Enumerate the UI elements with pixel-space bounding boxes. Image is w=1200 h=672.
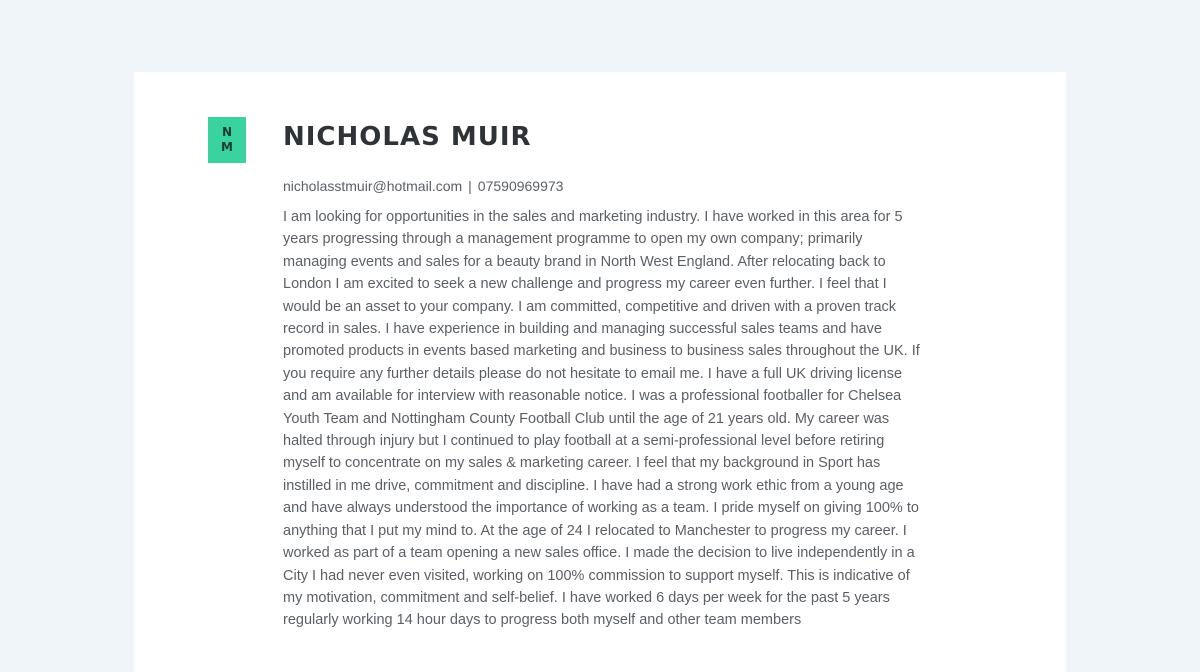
contact-line bbox=[283, 178, 563, 194]
profile-summary: I am looking for opportunities in the sales and marketing industry. I have worked in this area for 5 years progressing through a management programme to open my own company; primarily managing events and sales for a beauty brand in North West England. After relocating back to London I am excited to seek a new challenge and progress my career even further. I feel that I would be an asset to your company. I am committed, competitive and driven with a proven track record in sales. I have experience in building and managing successful sales teams and have promoted products in events based marketing and business to business sales throughout the UK. If you require any further details please do not hesitate to email me. I have a full UK driving license and am available for interview with reasonable notice. I was a professional footballer for Chelsea Youth Team and Nottingham County Football Club until the age of 21 years old. My career was halted through injury but I continued to play football at a semi-professional level before retiring myself to concentrate on my sales & marketing career. I feel that my background in Sport has instilled in me drive, commitment and discipline. I have had a strong work ethic from a young age and have always understood the importance of working as a team. I pride myself on giving 100% to anything that I put my mind to. At the age of 24 I relocated to Manchester to progress my career. I worked as part of a team opening a new sales office. I made the decision to live independently in a City I had never even visited, working on 100% commission to support myself. This is indicative of my motivation, commitment and self-belief. I have worked 6 days per week for the past 5 years regularly working 14 hour days to progress both myself and other team members bbox=[283, 209, 920, 629]
email-address: nicholasstmuir@hotmail.com bbox=[283, 178, 463, 194]
resume-card bbox=[134, 72, 1066, 672]
monogram-badge bbox=[208, 117, 246, 163]
phone-number: 07590969973 bbox=[477, 178, 564, 194]
candidate-name: NICHOLAS MUIR bbox=[283, 122, 532, 152]
monogram-last-initial: M bbox=[221, 140, 233, 154]
monogram-first-initial: N bbox=[221, 125, 233, 139]
contact-separator: | bbox=[468, 178, 472, 194]
